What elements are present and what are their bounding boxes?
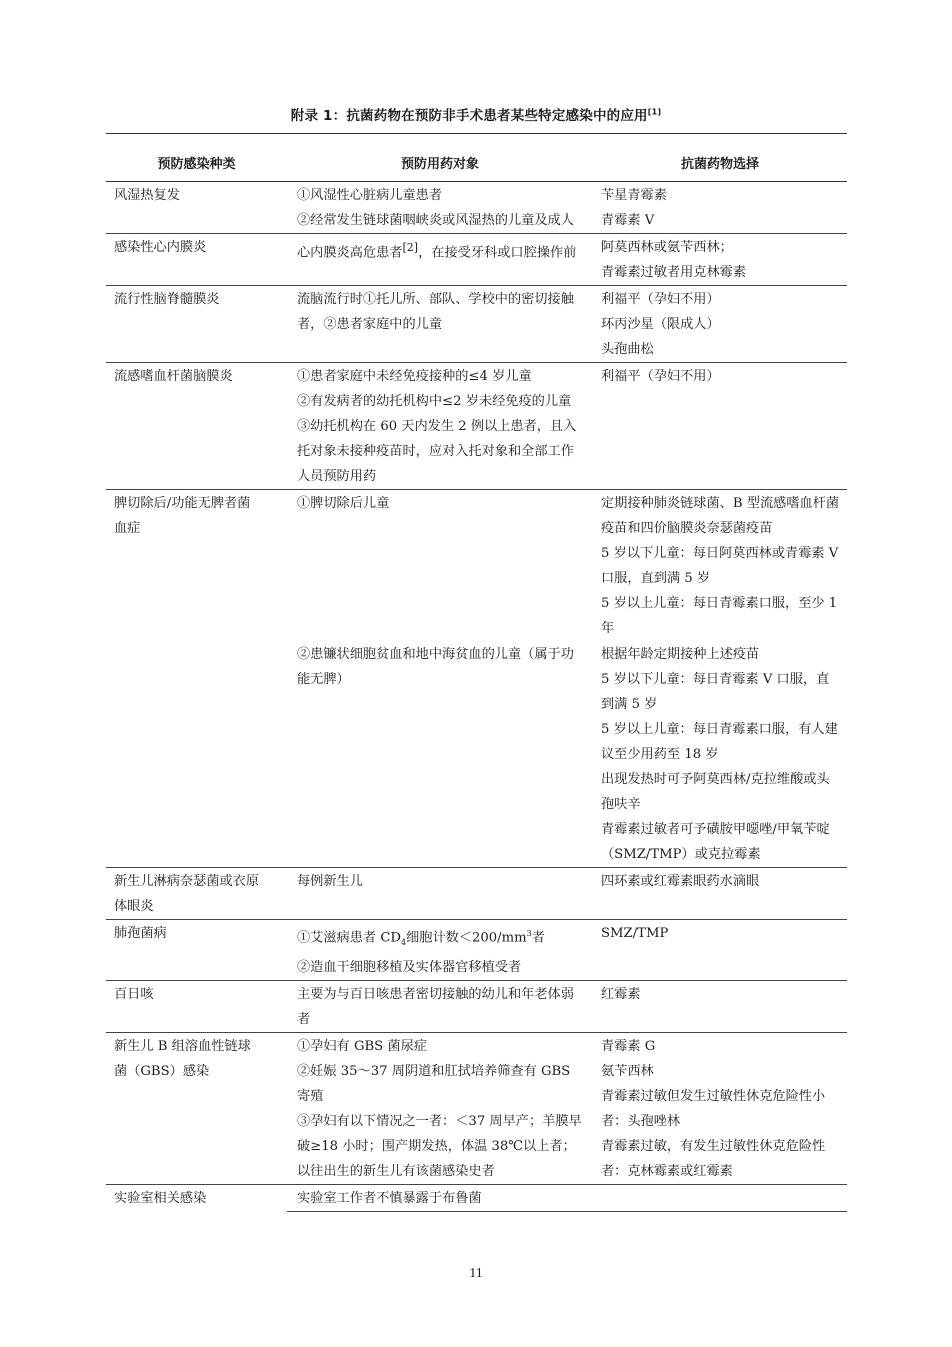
prophylaxis-table-wrapper xyxy=(106,133,847,1212)
cell-line: 阿莫西林或氨苄西林； xyxy=(601,240,733,255)
infection-type-cell: 百日咳 xyxy=(106,981,287,1033)
cell-line: 5 岁以下儿童：每日青霉素 V 口服，直到满 5 岁 xyxy=(601,672,830,712)
subjects-cell xyxy=(287,490,593,642)
drug-choice-cell xyxy=(593,920,847,981)
table-row xyxy=(106,981,847,1033)
cell-line: ①风湿性心脏病儿童患者 xyxy=(297,188,443,203)
drug-choice-cell xyxy=(593,286,847,363)
cell-line: ②有发病者的幼托机构中≤2 岁未经免疫的儿童 xyxy=(297,394,572,409)
page-title xyxy=(0,104,952,124)
cell-line: ①脾切除后儿童 xyxy=(297,496,390,511)
table-row xyxy=(106,490,847,642)
cell-line: 利福平（孕妇不用） xyxy=(601,369,720,384)
cell-line: 每例新生儿 xyxy=(297,874,363,889)
cell-line: ③孕妇有以下情况之一者：＜37 周早产；羊膜早破≥18 小时；围产期发热，体温 38℃以上者；以往出生的新生儿有该菌感染史者 xyxy=(297,1114,582,1180)
table-row xyxy=(106,182,847,234)
table-row xyxy=(106,868,847,920)
cell-line: SMZ/TMP xyxy=(601,926,669,941)
drug-choice-cell xyxy=(593,1185,847,1212)
drug-choice-cell xyxy=(593,981,847,1033)
cell-line: 四环素或红霉素眼药水滴眼 xyxy=(601,874,760,889)
cell-line: ②妊娠 35～37 周阴道和肛拭培养筛查有 GBS 寄殖 xyxy=(297,1064,571,1105)
drug-choice-cell xyxy=(593,234,847,286)
subjects-cell xyxy=(287,286,593,363)
infection-type-cell: 流行性脑脊髓膜炎 xyxy=(106,286,287,363)
subjects-cell xyxy=(287,641,593,868)
subjects-cell xyxy=(287,363,593,490)
cell-line: 5 岁以下儿童：每日阿莫西林或青霉素 V 口服，直到满 5 岁 xyxy=(601,546,839,586)
drug-choice-cell xyxy=(593,490,847,642)
cell-line: 苄星青霉素 xyxy=(601,188,667,203)
infection-type-cell: 新生儿 B 组溶血性链球菌（GBS）感染 xyxy=(106,1033,287,1185)
table-row xyxy=(106,286,847,363)
infection-type-cell: 新生儿淋病奈瑟菌或衣原体眼炎 xyxy=(106,868,287,920)
prophylaxis-table xyxy=(106,133,847,1212)
cell-line: 青霉素 V xyxy=(601,213,655,228)
cell-line: 根据年龄定期接种上述疫苗 xyxy=(601,647,760,662)
cell-line: 利福平（孕妇不用） xyxy=(601,292,720,307)
cell-line: 实验室工作者不慎暴露于布鲁菌 xyxy=(297,1191,482,1207)
table-row xyxy=(106,920,847,981)
cell-line: 青霉素过敏但发生过敏性休克危险性小者：头孢唑林 xyxy=(601,1089,826,1130)
header-infection-type: 预防感染种类 xyxy=(106,134,287,182)
cell-line: 出现发热时可予阿莫西林/克拉维酸或头孢呋辛 xyxy=(601,772,830,812)
drug-choice-cell xyxy=(593,1033,847,1185)
cell-line: 青霉素过敏，有发生过敏性休克危险性者：克林霉素或红霉素 xyxy=(601,1139,826,1180)
cell-line: 5 岁以上儿童：每日青霉素口服，至少 1 年 xyxy=(601,596,838,636)
cell-line: ③幼托机构在 60 天内发生 2 例以上患者，且入托对象未接种疫苗时，应对入托对象和全部工作人员预防用药 xyxy=(297,419,577,484)
page-title-text: 附录 1：抗菌药物在预防非手术患者某些特定感染中的应用 xyxy=(290,108,648,124)
infection-type-cell: 脾切除后/功能无脾者菌血症 xyxy=(106,490,287,868)
cell-line: 红霉素 xyxy=(601,987,641,1003)
table-row xyxy=(106,1185,847,1212)
cell-line: ②患镰状细胞贫血和地中海贫血的儿童（属于功能无脾） xyxy=(297,647,574,687)
cell-line: ①孕妇有 GBS 菌尿症 xyxy=(297,1039,427,1055)
cell-line: 定期接种肺炎链球菌、B 型流感嗜血杆菌疫苗和四价脑膜炎奈瑟菌疫苗 xyxy=(601,496,840,536)
drug-choice-cell xyxy=(593,363,847,490)
table-row xyxy=(106,1033,847,1185)
cell-line: 主要为与百日咳患者密切接触的幼儿和年老体弱者 xyxy=(297,987,574,1028)
cell-line: 青霉素过敏者用克林霉素 xyxy=(601,265,747,280)
infection-type-cell: 肺孢菌病 xyxy=(106,920,287,981)
drug-choice-cell xyxy=(593,868,847,920)
header-drug-choice: 抗菌药物选择 xyxy=(593,134,847,182)
infection-type-cell: 风湿热复发 xyxy=(106,182,287,234)
cell-line: 青霉素 G xyxy=(601,1039,656,1055)
subjects-cell xyxy=(287,868,593,920)
drug-choice-cell xyxy=(593,182,847,234)
subjects-cell xyxy=(287,981,593,1033)
page-number: 11 xyxy=(469,1266,483,1281)
subjects-cell xyxy=(287,1033,593,1185)
subjects-cell: ①艾滋病患者 $CD_4$细胞计数$<200/mm^3$者 ②造血干细胞移植及实体器官移植受者 xyxy=(287,920,593,981)
table-header-row xyxy=(106,134,847,182)
table-body xyxy=(106,182,847,1212)
header-subjects: 预防用药对象 xyxy=(287,134,593,182)
subjects-cell: 心内膜炎高危患者[2]，在接受牙科或口腔操作前 xyxy=(287,234,593,286)
infection-type-cell: 流感嗜血杆菌脑膜炎 xyxy=(106,363,287,490)
subjects-cell xyxy=(287,1185,593,1212)
cell-line: 氨苄西林 xyxy=(601,1064,654,1080)
cell-line: 5 岁以上儿童：每日青霉素口服，有人建议至少用药至 18 岁 xyxy=(601,722,838,762)
cell-line: 头孢曲松 xyxy=(601,342,654,357)
infection-type-cell: 感染性心内膜炎 xyxy=(106,234,287,286)
table-row xyxy=(106,363,847,490)
drug-choice-cell xyxy=(593,641,847,868)
infection-type-cell: 实验室相关感染 xyxy=(114,1191,207,1207)
title-reference: [1] xyxy=(647,107,662,117)
cell-line: 环丙沙星（限成人） xyxy=(601,317,720,332)
subjects-cell xyxy=(287,182,593,234)
cell-line: 青霉素过敏者可予磺胺甲噁唑/甲氧苄啶（SMZ/TMP）或克拉霉素 xyxy=(601,822,830,862)
table-row xyxy=(106,234,847,286)
cell-line: 流脑流行时①托儿所、部队、学校中的密切接触者，②患者家庭中的儿童 xyxy=(297,292,574,332)
cell-line: ②经常发生链球菌咽峡炎或风湿热的儿童及成人 xyxy=(297,213,574,228)
cell-line: ①患者家庭中未经免疫接种的≤4 岁儿童 xyxy=(297,369,532,384)
